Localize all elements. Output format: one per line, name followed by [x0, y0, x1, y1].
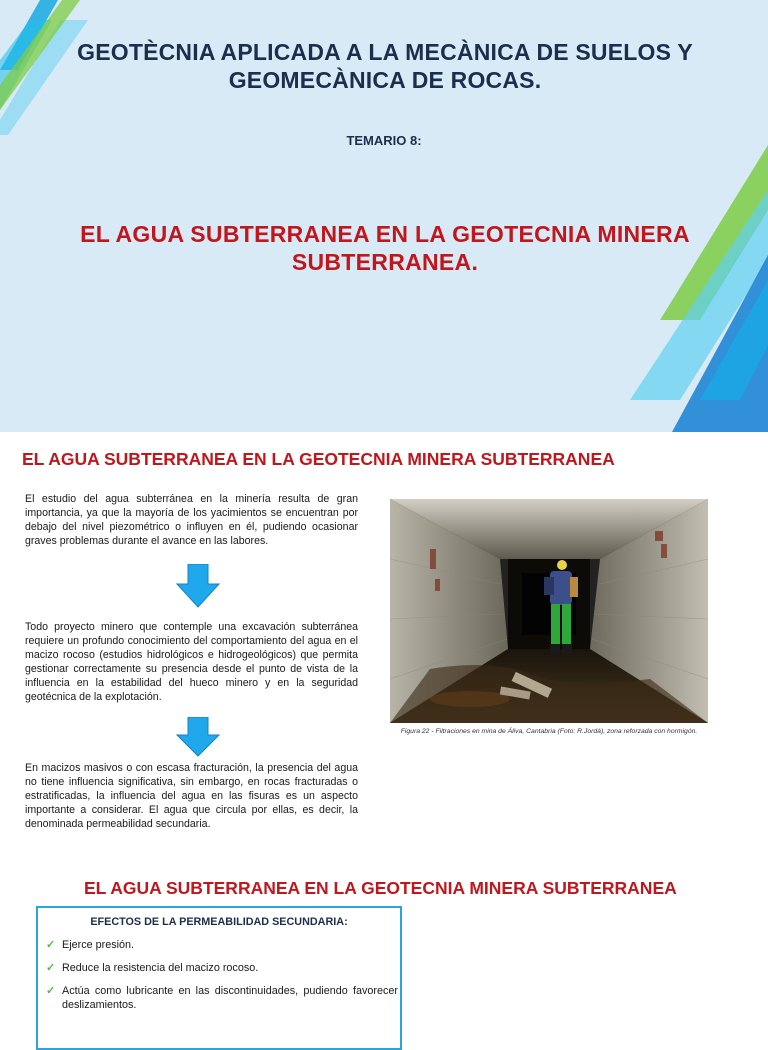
- list-item-text: Reduce la resistencia del macizo rocoso.: [62, 962, 259, 974]
- list-item: [46, 938, 398, 952]
- slide-heading: EL AGUA SUBTERRANEA EN LA GEOTECNIA MINERA SUBTERRANEA: [22, 449, 615, 469]
- effects-box-title: EFECTOS DE LA PERMEABILIDAD SECUNDARIA:: [90, 916, 348, 928]
- slide-heading: EL AGUA SUBTERRANEA EN LA GEOTECNIA MINERA SUBTERRANEA: [84, 878, 677, 898]
- presentation-title: GEOTÈCNIA APLICADA A LA MECÀNICA DE SUELOS Y GEOMECÀNICA DE ROCAS.: [77, 39, 693, 93]
- effects-list: [46, 938, 398, 1021]
- list-item-text: Actúa como lubricante en las discontinuidades, pudiendo favorecer deslizamientos.: [62, 985, 398, 1011]
- down-arrow-icon: [175, 564, 221, 608]
- list-item: [46, 984, 398, 1012]
- list-item-text: Ejerce presión.: [62, 939, 135, 951]
- content-slide-2: [0, 862, 768, 1024]
- checkmark-icon: ✓: [46, 985, 56, 997]
- paragraph-3: En macizos masivos o con escasa fracturación, la presencia del agua no tiene influencia significativa, sin embargo, en rocas fracturadas o estratificadas, la influencia del agua en las fisuras es un aspecto importante a considerar. El agua que circula por ellas, es decir, la denominada permeabilidad secundaria.: [25, 762, 358, 830]
- paragraph-1: El estudio del agua subterránea en la minería resulta de gran importancia, ya que la mayoría de los yacimientos se encuentran por debajo del nivel piezométrico o influyen en él, pudiendo ocasionar graves problemas durante el avance en las labores.: [25, 493, 358, 547]
- paragraph-2: Todo proyecto minero que contemple una excavación subterránea requiere un profundo conocimiento del comportamiento del agua en el macizo rocoso (estudios hidrológicos e hidrogeológicos) que permita gestionar correctamente su presencia desde el punto de vista de la influencia en la estabilidad del hueco minero y en la seguridad geotécnica de la explotación.: [25, 621, 358, 703]
- mine-tunnel-photo: [390, 499, 708, 723]
- checkmark-icon: ✓: [46, 962, 56, 974]
- content-slide-1: [0, 433, 768, 853]
- temario-label: TEMARIO 8:: [346, 133, 422, 148]
- effects-box: [36, 906, 402, 1050]
- list-item: [46, 961, 398, 975]
- presentation-subtitle: EL AGUA SUBTERRANEA EN LA GEOTECNIA MINERA SUBTERRANEA.: [80, 221, 690, 275]
- checkmark-icon: ✓: [46, 939, 56, 951]
- title-slide: [0, 0, 768, 432]
- down-arrow-icon: [175, 717, 221, 757]
- photo-caption: Figura 22 - Filtraciones en mina de Áliva, Cantabria (Foto: R.Jordá), zona reforzada con hormigón.: [400, 728, 698, 735]
